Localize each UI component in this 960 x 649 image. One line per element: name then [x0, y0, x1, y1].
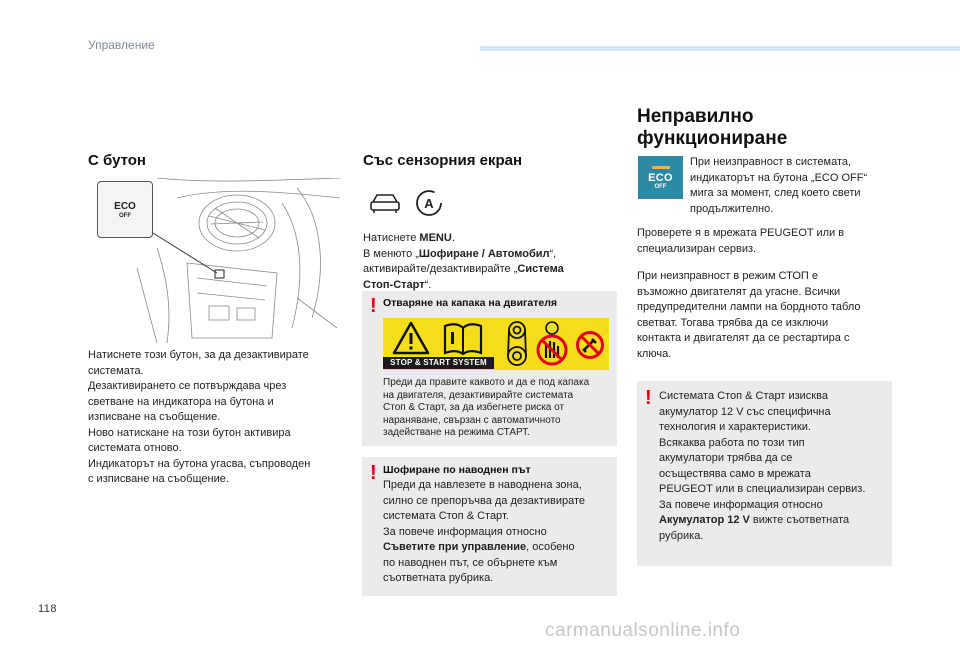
- warning-mark: !: [370, 295, 377, 317]
- text-line: съответната рубрика.: [383, 572, 494, 584]
- eco-badge-label: ECO: [648, 171, 673, 184]
- text-line: Дезактивирането се потвърждава чрез: [88, 380, 287, 392]
- text-line: възможно двигателят да угасне. Всички: [637, 285, 841, 298]
- text-line: За повече информация относно: [383, 525, 547, 538]
- text-line: Стоп & Старт, за да избегнете риска от: [383, 402, 565, 413]
- text-line: акумулатор 12 V със специфична: [659, 405, 831, 418]
- text-line: изписване на съобщение.: [88, 411, 221, 423]
- text-line: При неизправност в системата,: [690, 156, 852, 168]
- box-text-flood: [383, 478, 615, 587]
- text-line: технология и характеристики.: [659, 421, 811, 433]
- col2-title: Със сензорния екран: [363, 152, 523, 169]
- text-line: системата Стоп & Старт.: [383, 510, 509, 522]
- text-line: PEUGEOT или в специализиран сервиз.: [659, 483, 866, 495]
- warning-mark: !: [370, 462, 377, 484]
- text-line: Преди да навлезете в наводнена зона,: [383, 479, 582, 491]
- text-line: Проверете я в мрежата PEUGEOT или в: [637, 227, 845, 239]
- text-line: рубрика.: [659, 529, 704, 542]
- auto-drive-icon: [414, 188, 444, 218]
- box-text-battery: [659, 389, 889, 544]
- stop-start-system-label: STOP & START SYSTEM: [383, 357, 494, 369]
- text-line: силно се препоръчва да дезактивирате: [383, 494, 586, 507]
- text-line: индикаторът на бутона „ECO OFF“: [690, 171, 868, 184]
- text-line: светват. Тогава трябва да се изключи: [637, 316, 829, 329]
- text-line: светване на индикатора на бутона и: [88, 395, 274, 408]
- text-line: активирайте/дезактивирайте „Система: [363, 263, 564, 275]
- manual-book-icon: [441, 320, 485, 356]
- watermark: carmanualsonline.info: [545, 620, 741, 641]
- text-line: Системата Стоп & Старт изисква: [659, 390, 828, 402]
- col2-instructions: [363, 231, 613, 293]
- col1-paragraph: [88, 348, 348, 488]
- col3-para1: [637, 226, 907, 257]
- text-line: предупредителни лампи на бордното табло: [637, 301, 861, 313]
- indicator-lamp-icon: [652, 166, 670, 169]
- text-line: продължително.: [690, 202, 774, 215]
- section-title: Управление: [88, 38, 155, 52]
- text-line: мига за момент, след което свети: [690, 187, 861, 199]
- text-line: Съветите при управление, особено: [383, 541, 575, 553]
- text-line: Стоп-Старт“.: [363, 278, 432, 291]
- badge-description: [690, 155, 900, 217]
- text-line: задействане на режима СТАРТ.: [383, 427, 531, 438]
- warning-mark: !: [645, 387, 652, 409]
- text-line: с изписване на съобщение.: [88, 473, 229, 485]
- text-line: Акумулатор 12 V вижте съответната: [659, 514, 850, 526]
- text-line: Всякаква работа по този тип: [659, 436, 805, 449]
- text-line: При неизправност в режим СТОП е: [637, 270, 819, 282]
- dashboard-figure: [97, 178, 340, 343]
- off-badge-label: OFF: [654, 183, 667, 190]
- text-line: ключа.: [637, 347, 672, 360]
- eco-off-button: [97, 181, 153, 238]
- stop-start-warning-banner: [383, 318, 609, 370]
- text-line: специализиран сервиз.: [637, 242, 757, 255]
- text-line: Преди да правите каквото и да е под капака: [383, 377, 590, 388]
- eco-off-indicator: [638, 156, 683, 199]
- flood-box-title: Шофиране по наводнен път: [383, 464, 531, 476]
- no-tool-icon: [575, 330, 605, 360]
- col3-para2: [637, 269, 907, 362]
- box-text-hood: [383, 377, 615, 440]
- text-line: Натиснете MENU.: [363, 232, 455, 244]
- text-line: Индикаторът на бутона угасва, съпроводен: [88, 457, 311, 470]
- col3-title-line: Неправилно: [637, 106, 754, 127]
- text-line: нараняване, свързан с автоматичното: [383, 414, 561, 426]
- text-line: В менюто „Шофиране / Автомобил“,: [363, 247, 557, 260]
- off-button-label: OFF: [119, 212, 131, 219]
- text-line: За повече информация относно: [659, 498, 823, 511]
- warning-box-flood: [362, 457, 617, 596]
- text-line: контакта и двигателят да се рестартира с: [637, 332, 850, 344]
- screen-icons: [368, 188, 448, 218]
- header-accent-bar: [480, 46, 960, 51]
- text-line: на двигателя, дезактивирайте системата: [383, 389, 574, 401]
- text-line: осъществява само в мрежата: [659, 467, 811, 480]
- hood-box-title: Отваряне на капака на двигателя: [383, 297, 558, 309]
- col3-title-line: функциониране: [637, 127, 788, 149]
- text-line: акумулатори трябва да се: [659, 452, 793, 464]
- warning-box-battery: [637, 381, 892, 566]
- text-line: Натиснете този бутон, за да дезактивирате: [88, 349, 309, 361]
- car-icon: [368, 190, 402, 216]
- text-line: Ново натискане на този бутон активира: [88, 426, 291, 439]
- warning-triangle-icon: [391, 320, 431, 356]
- svg-text:A: A: [424, 196, 434, 211]
- text-line: системата отново.: [88, 442, 182, 454]
- text-line: системата.: [88, 364, 144, 377]
- col1-title: С бутон: [88, 152, 146, 169]
- page-number: 118: [38, 603, 58, 615]
- no-hand-icon: [535, 320, 569, 368]
- belt-icon: [503, 320, 531, 368]
- col3-title: [637, 106, 787, 150]
- eco-button-label: ECO: [114, 200, 136, 212]
- text-line: по наводнен път, се обърнете към: [383, 556, 558, 569]
